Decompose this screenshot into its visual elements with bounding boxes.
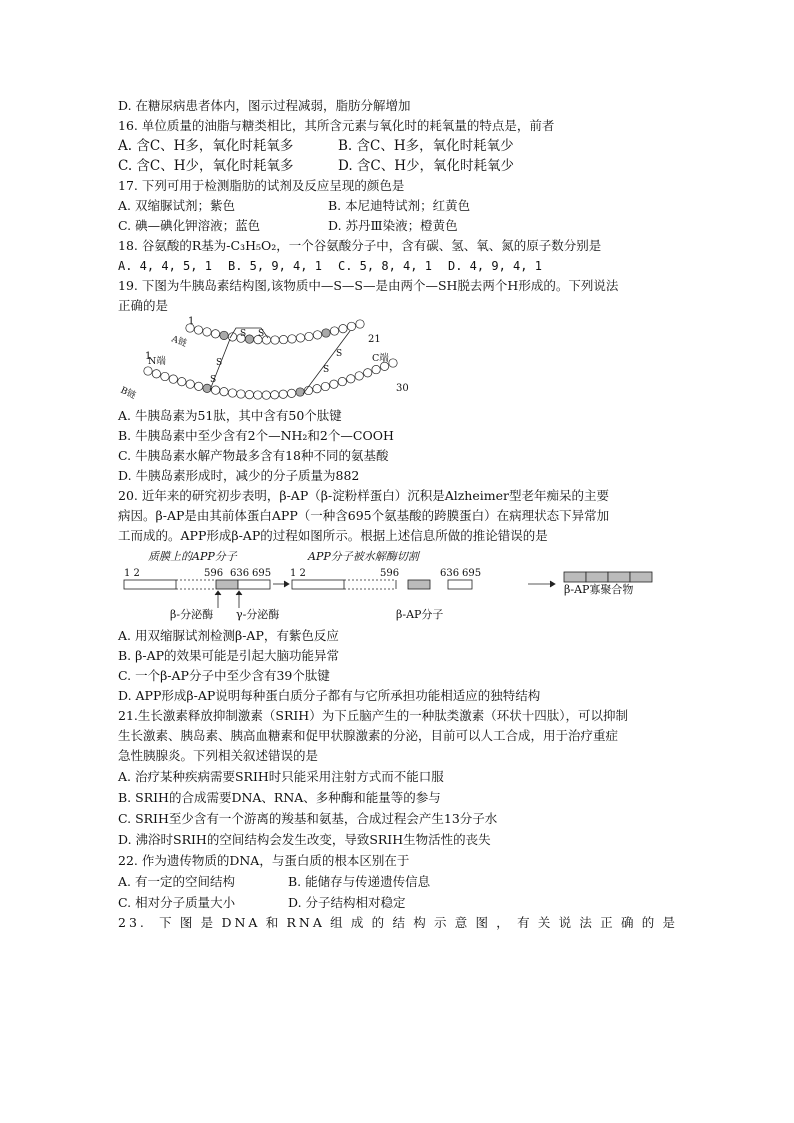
q19-option-a: A. 牛胰岛素为51肽，其中含有50个肽键	[118, 408, 342, 423]
sulfur-label-4: S	[210, 375, 217, 385]
q23-stem: 23. 下图是DNA和RNA组成的结构示意图，有关说法正确的是	[118, 915, 678, 930]
app-processing-figure	[118, 546, 678, 626]
b-chain-residue	[313, 385, 321, 393]
app-segment-n-terminal	[124, 580, 176, 589]
aggregate-unit-2	[586, 572, 608, 582]
a-chain-residue	[220, 331, 228, 339]
a-chain-residue	[313, 331, 321, 339]
q21-option-c: C. SRIH至少含有一个游离的羧基和氨基，合成过程会产生13分子水	[118, 811, 498, 826]
b-chain-residue	[262, 391, 270, 399]
a-chain-residue	[279, 335, 287, 343]
q17-options-row1	[118, 196, 678, 216]
b-chain-residue	[178, 378, 186, 386]
aggregate-unit-1	[564, 572, 586, 582]
beta-secretase-label: β-分泌酶	[170, 608, 214, 621]
q17-option-b: B. 本尼迪特试剂；红黄色	[328, 198, 471, 213]
b-chain-residue	[287, 389, 295, 397]
b-chain-label: B链	[118, 385, 138, 402]
b-chain-beads	[144, 359, 397, 400]
a-chain-residue	[271, 336, 279, 344]
b-chain-residue	[279, 390, 287, 398]
app-tick-636: 636	[230, 568, 250, 579]
b-chain-residue	[144, 367, 152, 375]
app-tick-596: 596	[204, 568, 224, 579]
process-arrow-1-head	[284, 581, 289, 587]
app-segment-c-terminal	[238, 580, 270, 589]
a-chain-residue	[194, 326, 202, 334]
q19-stem-line2: 正确的是	[118, 298, 169, 313]
q16-option-a: A. 含C、H多，氧化时耗氧多	[118, 138, 294, 154]
a-chain-residue	[296, 334, 304, 342]
b-chain-residue	[372, 365, 380, 373]
cut-fragment-c-terminal	[448, 580, 472, 589]
q20-stem-line2: 病因。β-AP是由其前体蛋白APP（一种含695个氨基酸的跨膜蛋白）在病理状态下异常加	[118, 508, 610, 523]
q21-option-b: B. SRIH的合成需要DNA、RNA、多种酶和能量等的参与	[118, 790, 441, 805]
q21-stem-line2: 生长激素、胰岛素、胰高血糖素和促甲状腺激素的分泌，目前可以人工合成，用于治疗重症	[118, 728, 619, 743]
q22-option-c: C. 相对分子质量大小	[118, 895, 236, 910]
cut-tick-636: 636	[440, 568, 460, 579]
b-chain-residue	[355, 372, 363, 380]
a-chain-residue	[347, 322, 355, 330]
app-tick-695: 695	[252, 568, 272, 579]
q16-option-c: C. 含C、H少，氧化时耗氧多	[118, 158, 294, 174]
n-end-label: N端	[148, 356, 166, 367]
gamma-secretase-label: γ-分泌酶	[236, 608, 280, 621]
aggregate-label: β-AP寡聚合物	[564, 583, 634, 596]
b-chain-residue	[211, 386, 219, 394]
sulfur-label-2: S	[258, 329, 265, 339]
q17-stem: 17. 下列可用于检测脂肪的试剂及反应呈现的颜色是	[118, 178, 405, 193]
process-arrow-2-head	[550, 581, 555, 587]
q20-option-c: C. 一个β-AP分子中至少含有39个肽键	[118, 668, 330, 683]
gamma-arrow-head	[236, 591, 242, 595]
a-chain-start-number: 1	[188, 316, 195, 327]
b-chain-residue	[364, 369, 372, 377]
app-segment-beta-ap	[216, 580, 238, 589]
cut-fragment-beta-ap	[408, 580, 430, 589]
a-chain-residue	[330, 327, 338, 335]
q16-options-row2	[118, 156, 678, 176]
a-chain-residue	[203, 328, 211, 336]
cut-tick-1-2: 1 2	[290, 568, 306, 579]
aggregate-unit-4	[630, 572, 652, 582]
q18-options-row	[118, 256, 678, 276]
q20-option-b: B. β-AP的效果可能是引起大脑功能异常	[118, 648, 340, 663]
b-chain-residue	[195, 382, 203, 390]
b-chain-residue	[271, 391, 279, 399]
c-end-label: C端	[372, 353, 389, 364]
cut-fragment-n-terminal	[292, 580, 344, 589]
b-chain-end-number: 30	[396, 383, 409, 394]
b-chain-residue	[321, 382, 329, 390]
b-chain-residue	[254, 391, 262, 399]
q18-option-c: C. 5, 8, 4, 1	[338, 259, 432, 273]
q22-option-b: B. 能储存与传递遗传信息	[288, 874, 431, 889]
b-chain-residue	[338, 377, 346, 385]
q17-option-a: A. 双缩脲试剂；紫色	[118, 198, 235, 213]
a-chain-residue	[322, 329, 330, 337]
b-chain-residue	[203, 384, 211, 392]
q21-stem-line1: 21.生长激素释放抑制激素（SRIH）为下丘脑产生的一种肽类激素（环状十四肽），可以抑制	[118, 708, 628, 723]
q16-stem: 16. 单位质量的油脂与糖类相比，其所含元素与氧化时的耗氧量的特点是，前者	[118, 118, 555, 133]
q18-option-d: D. 4, 9, 4, 1	[448, 259, 542, 273]
cut-tick-695: 695	[462, 568, 482, 579]
sulfur-label-5: S	[336, 349, 343, 359]
a-chain-residue	[356, 320, 364, 328]
q22-stem: 22. 作为遗传物质的DNA，与蛋白质的根本区别在于	[118, 853, 410, 868]
q22-options-row1	[118, 871, 678, 892]
sulfur-label-3: S	[216, 358, 223, 368]
q22-option-d: D. 分子结构相对稳定	[288, 895, 406, 910]
q20-option-d: D. APP形成β-AP说明每种蛋白质分子都有与它所承担功能相适应的独特结构	[118, 688, 541, 703]
app-tick-1-2: 1 2	[124, 568, 140, 579]
b-chain-residue	[245, 391, 253, 399]
b-chain-residue	[161, 372, 169, 380]
insulin-structure-figure	[118, 316, 418, 406]
b-chain-residue	[296, 388, 304, 396]
q21-option-a: A. 治疗某种疾病需要SRIH时只能采用注射方式而不能口服	[118, 769, 444, 784]
a-chain-residue	[245, 335, 253, 343]
q19-option-c: C. 牛胰岛素水解产物最多含有18种不同的氨基酸	[118, 448, 389, 463]
q17-option-c: C. 碘—碘化钾溶液；蓝色	[118, 218, 261, 233]
q17-option-d: D. 苏丹Ⅲ染液；橙黄色	[328, 218, 458, 233]
aggregate-unit-3	[608, 572, 630, 582]
a-chain-residue	[339, 325, 347, 333]
q22-options-row2	[118, 892, 678, 913]
b-chain-residue	[347, 375, 355, 383]
cut-tick-596: 596	[380, 568, 400, 579]
q16-options-row1	[118, 136, 678, 156]
b-chain-residue	[228, 389, 236, 397]
beta-ap-molecule-label: β-AP分子	[396, 608, 444, 621]
b-chain-residue	[220, 388, 228, 396]
b-chain-residue	[389, 359, 397, 367]
q22-option-a: A. 有一定的空间结构	[118, 874, 235, 889]
q19-option-b: B. 牛胰岛素中至少含有2个—NH₂和2个—COOH	[118, 428, 394, 443]
q19-stem-line1: 19. 下图为牛胰岛素结构图,该物质中—S—S—是由两个—SH脱去两个H形成的。下列说法	[118, 278, 619, 293]
sulfur-label-1: S	[240, 329, 247, 339]
q17-options-row2	[118, 216, 678, 236]
q16-option-d: D. 含C、H少，氧化时耗氧少	[338, 158, 515, 174]
b-chain-residue	[152, 370, 160, 378]
q16-option-b: B. 含C、H多，氧化时耗氧少	[338, 138, 514, 154]
a-chain-residue	[211, 330, 219, 338]
q15-option-d: D. 在糖尿病患者体内，图示过程减弱，脂肪分解增加	[118, 98, 411, 113]
a-chain-beads	[186, 320, 364, 344]
b-chain-residue	[237, 390, 245, 398]
cleavage-label: APP分子被水解酶切割	[308, 550, 419, 563]
b-chain-residue	[169, 375, 177, 383]
q21-stem-line3: 急性胰腺炎。下列相关叙述错误的是	[118, 748, 319, 763]
a-chain-residue	[305, 332, 313, 340]
beta-arrow-head	[215, 591, 221, 595]
q18-option-a: A. 4, 4, 5, 1	[118, 259, 212, 273]
a-chain-label: A链	[169, 334, 188, 350]
q20-stem-line1: 20. 近年来的研究初步表明，β-AP（β-淀粉样蛋白）沉积是Alzheimer型老年痴呆的主要	[118, 488, 609, 503]
q20-option-a: A. 用双缩脲试剂检测β-AP，有紫色反应	[118, 628, 339, 643]
q20-stem-line3: 工而成的。APP形成β-AP的过程如图所示。根据上述信息所做的推论错误的是	[118, 528, 548, 543]
b-chain-residue	[330, 380, 338, 388]
b-chain-residue	[186, 380, 194, 388]
q18-option-b: B. 5, 9, 4, 1	[228, 259, 322, 273]
a-chain-end-number: 21	[368, 334, 381, 345]
sulfur-label-6: S	[323, 365, 330, 375]
b-chain-start-number: 1	[145, 351, 152, 362]
q21-option-d: D. 沸浴时SRIH的空间结构会发生改变，导致SRIH生物活性的丧失	[118, 832, 491, 847]
q18-stem: 18. 谷氨酸的R基为-C₃H₅O₂，一个谷氨酸分子中，含有碳、氢、氧、氮的原子数分别是	[118, 238, 602, 253]
exam-page	[118, 96, 678, 933]
membrane-app-label: 质膜上的APP分子	[148, 550, 237, 563]
q19-option-d: D. 牛胰岛素形成时，减少的分子质量为882	[118, 468, 360, 483]
a-chain-residue	[288, 335, 296, 343]
